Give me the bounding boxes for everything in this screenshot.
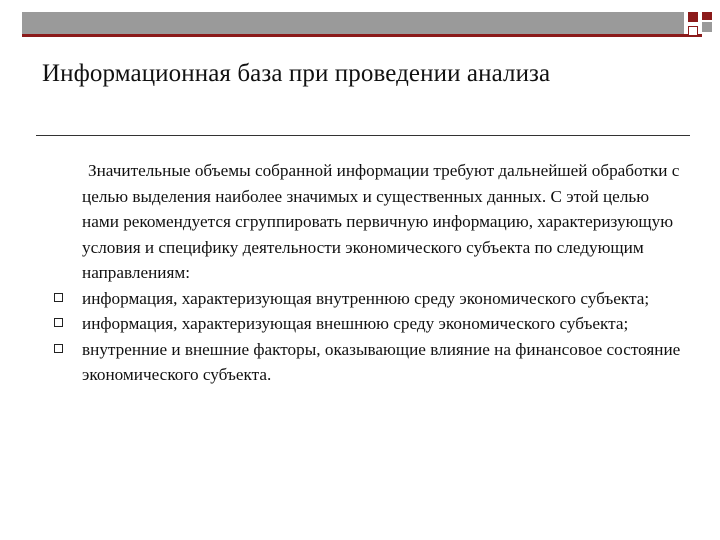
bullet-text: информация, характеризующая внутреннюю среду экономического субъекта; — [82, 288, 650, 308]
square-bullet-icon — [54, 293, 63, 302]
corner-square-icon — [688, 12, 698, 22]
slide-title: Информационная база при проведении анализа — [42, 60, 551, 87]
square-bullet-icon — [54, 344, 63, 353]
list-item — [82, 337, 682, 388]
header-accent-line — [22, 34, 702, 37]
bullet-text: информация, характеризующая внешнюю среду экономического субъекта; — [82, 314, 629, 333]
header-bar — [22, 12, 684, 34]
list-item — [82, 286, 682, 312]
bullet-list — [42, 286, 682, 388]
intro-paragraph: Значительные объемы собранной информации требуют дальнейшей обработки с целью выделения наиболее значимых и существенных данных. С этой целью нами рекомендуется сгруппировать первичную информацию, характеризующую условия и специфику деятельности экономического субъекта по следующим направлениям: — [82, 161, 680, 282]
corner-square-icon — [702, 12, 712, 20]
square-bullet-icon — [54, 318, 63, 327]
list-item — [82, 311, 682, 337]
slide-body — [42, 158, 682, 388]
bullet-text: внутренние и внешние факторы, оказывающие влияние на финансовое состояние экономического субъекта. — [82, 339, 681, 384]
corner-square-icon — [702, 22, 712, 32]
corner-square-icon — [688, 26, 698, 36]
title-divider — [36, 135, 690, 136]
